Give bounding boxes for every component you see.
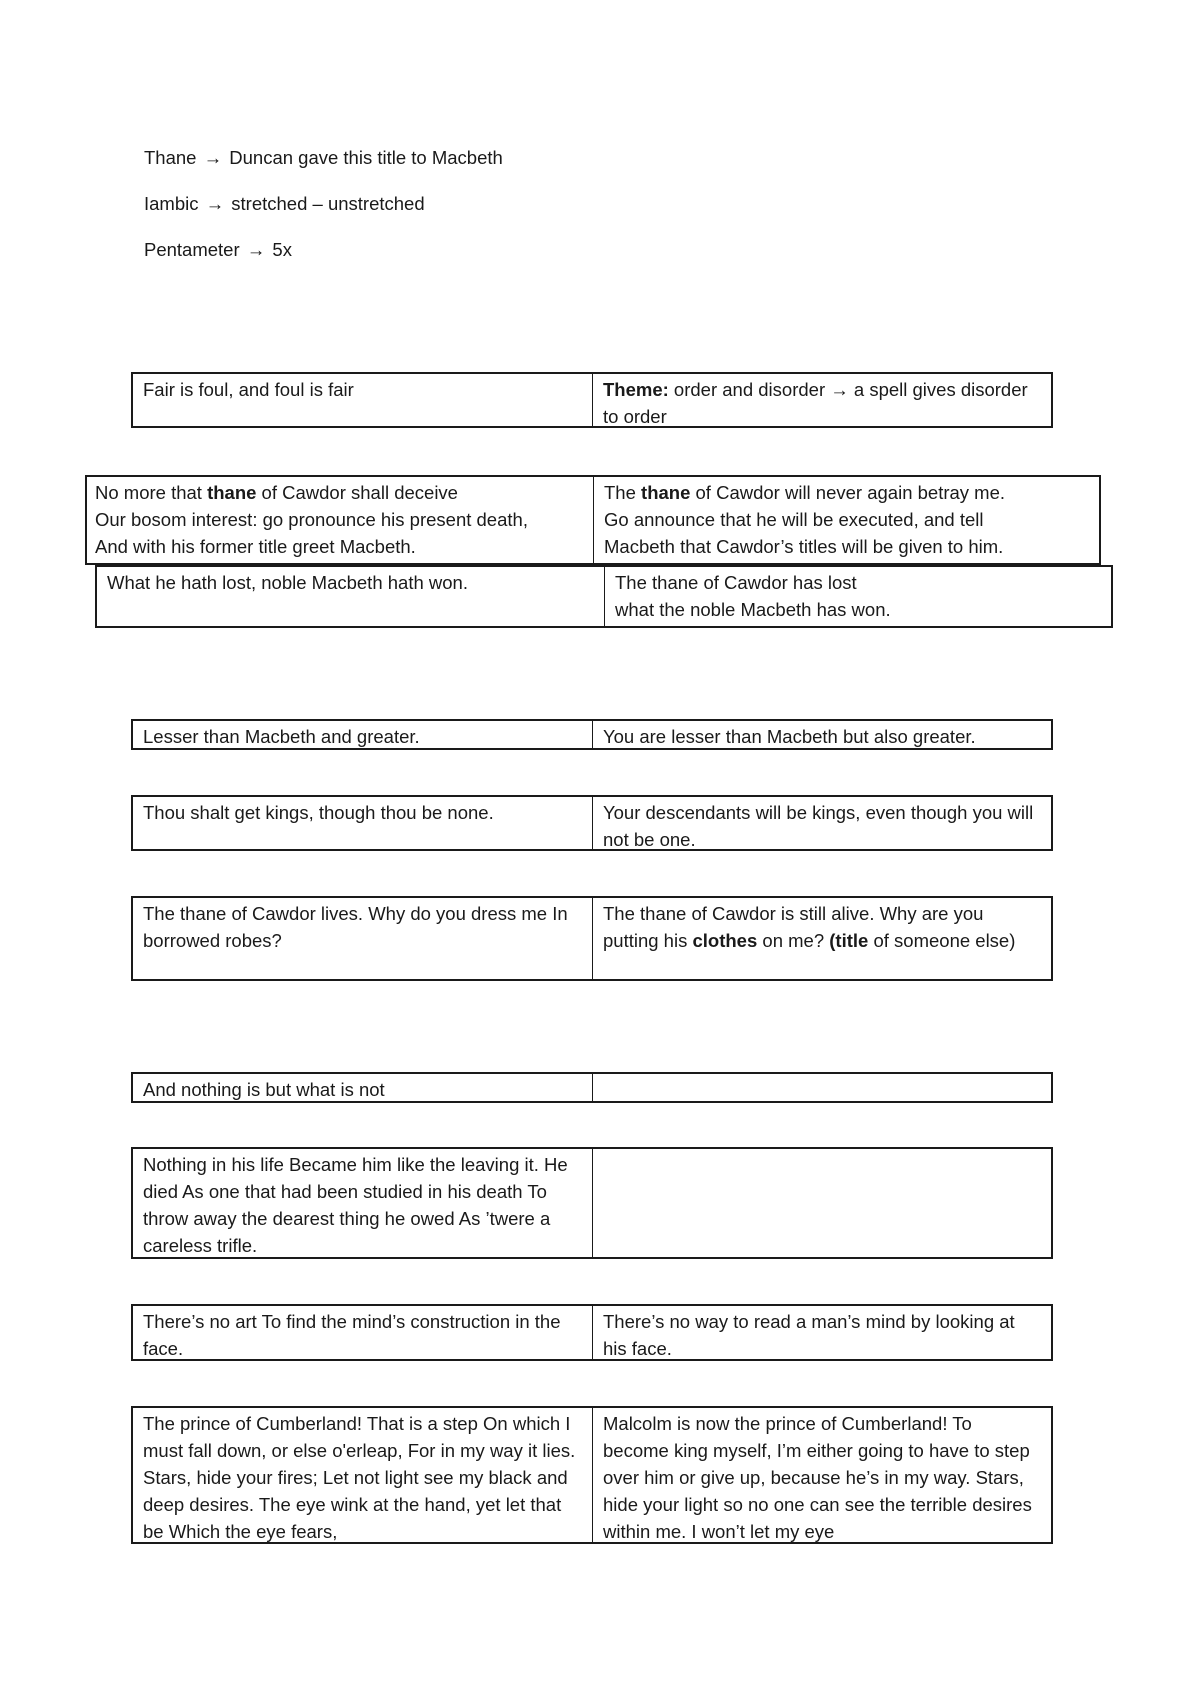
note-definition: Duncan gave this title to Macbeth (229, 147, 503, 168)
translation-cell: There’s no way to read a man’s mind by looking at his face. (592, 1306, 1051, 1359)
quote-table-thou-shalt-get-kings (131, 795, 1053, 851)
translation-cell (604, 567, 1111, 626)
translation-text: Macbeth that Cawdor’s titles will be given to him. (604, 536, 1004, 557)
translation-cell (592, 1149, 1051, 1257)
translation-cell (593, 477, 1099, 563)
quote-text: of Cawdor shall deceive (256, 482, 458, 503)
translation-bold: thane (641, 482, 691, 503)
quote-table-fair-is-foul (131, 372, 1053, 428)
quote-cell (87, 477, 593, 563)
note-definition: 5x (272, 239, 292, 260)
theme-text: order and disorder → a spell gives disorder to order (603, 379, 1028, 426)
quote-cell: And nothing is but what is not (143, 1079, 385, 1100)
theme-label: Theme: (603, 379, 669, 400)
quote-cell: Thou shalt get kings, though thou be none. (143, 802, 494, 823)
quote-cell: Lesser than Macbeth and greater. (143, 726, 420, 747)
translation-text: The thane of Cawdor is still alive. Why are you putting his (603, 903, 984, 951)
note-term: Thane (144, 147, 197, 168)
quote-table-nothing-is (131, 1072, 1053, 1103)
quote-table-prince-of-cumberland (131, 1406, 1053, 1544)
quote-table-nothing-in-his-life (131, 1147, 1053, 1259)
translation-text: Go announce that he will be executed, and tell (604, 509, 984, 530)
translation-text: of Cawdor will never again betray me. (690, 482, 1006, 503)
translation-bold: (title (829, 930, 869, 951)
translation-cell (592, 374, 1051, 426)
quote-table-what-he-hath-lost (95, 565, 1113, 628)
translation-text: on me? (757, 930, 830, 951)
quote-table-thane-of-cawdor (85, 475, 1101, 565)
note-iambic (144, 192, 425, 216)
translation-bold: clothes (692, 930, 758, 951)
quote-table-borrowed-robes (131, 896, 1053, 981)
quote-cell: The thane of Cawdor lives. Why do you dress me In borrowed robes? (143, 903, 568, 951)
translation-text: of someone else) (868, 930, 1016, 951)
quote-text: Our bosom interest: go pronounce his present death, (95, 509, 528, 530)
translation-cell: You are lesser than Macbeth but also greater. (592, 721, 1051, 748)
quote-cell: Fair is foul, and foul is fair (143, 379, 354, 400)
note-thane (144, 146, 503, 170)
translation-text: what the noble Macbeth has won. (615, 599, 891, 620)
note-pentameter (144, 238, 292, 262)
translation-text: The (604, 482, 642, 503)
note-term: Iambic (144, 193, 199, 214)
translation-cell: Malcolm is now the prince of Cumberland! To become king myself, I’m either going to have to step over him or give up, because he’s in my way. Stars, hide your light so no one can see the terrible desires within me. I won’t let my eye (592, 1408, 1051, 1542)
arrow-right-icon: → (203, 147, 223, 168)
quote-cell: The prince of Cumberland! That is a step On which I must fall down, or else o'erleap, For in my way it lies. Stars, hide your fires; Let not light see my black and deep desires. The eye wink at the hand, yet let that be Which the eye fears, (143, 1413, 576, 1542)
arrow-right-icon: → (246, 239, 266, 260)
arrow-right-icon: → (205, 193, 225, 214)
quote-cell: Nothing in his life Became him like the leaving it. He died As one that had been studied in his death To throw away the dearest thing he owed As ’twere a careless trifle. (143, 1154, 568, 1256)
note-definition: stretched – unstretched (231, 193, 425, 214)
translation-cell: Your descendants will be kings, even though you will not be one. (592, 797, 1051, 849)
quote-text: And with his former title greet Macbeth. (95, 536, 416, 557)
quote-cell: There’s no art To find the mind’s construction in the face. (143, 1311, 561, 1359)
translation-text: The thane of Cawdor has lost (615, 572, 857, 593)
quote-cell: What he hath lost, noble Macbeth hath won. (107, 572, 468, 593)
quote-bold: thane (207, 482, 257, 503)
translation-cell (592, 898, 1051, 979)
translation-cell (592, 1074, 1051, 1101)
quote-text: No more that (95, 482, 208, 503)
quote-table-no-art (131, 1304, 1053, 1361)
quote-table-lesser-than-macbeth (131, 719, 1053, 750)
note-term: Pentameter (144, 239, 240, 260)
